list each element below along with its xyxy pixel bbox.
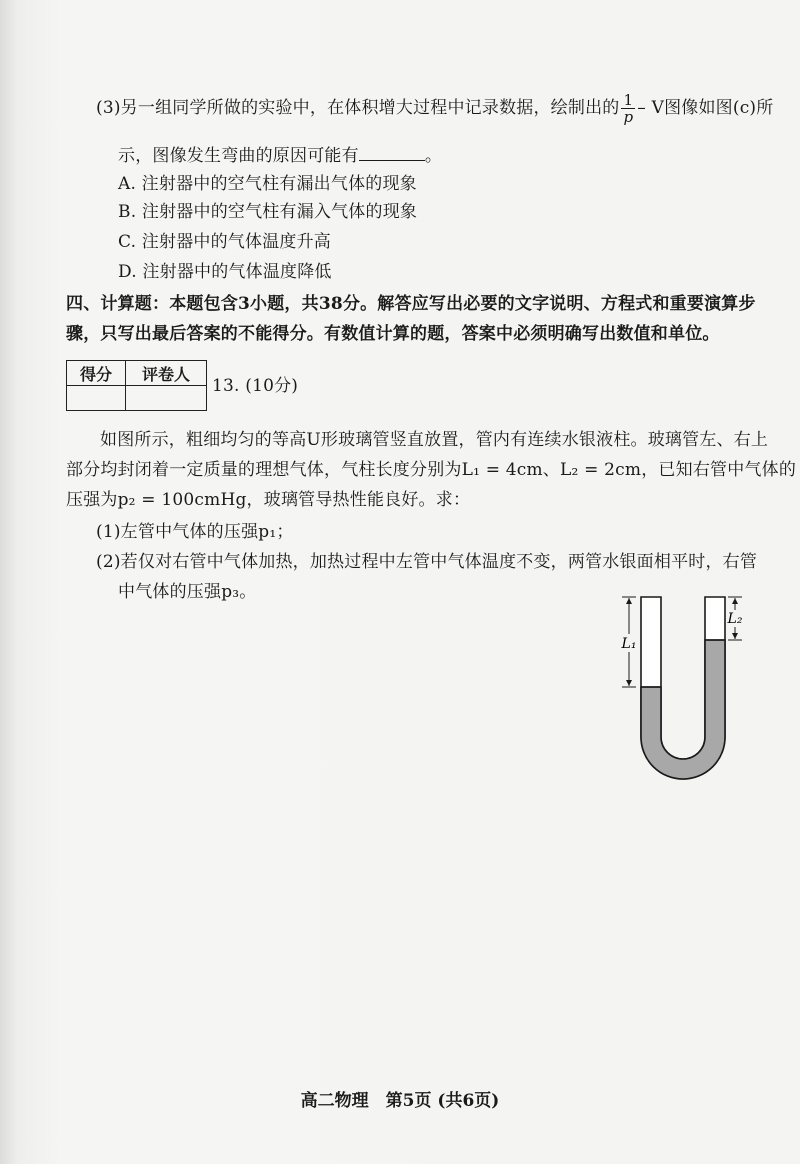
q12-part3-line2 <box>118 144 442 168</box>
q12-part3-text-b: – V图像如图(c)所 <box>637 98 774 118</box>
q13-para-line1: 如图所示，粗细均匀的等高U形玻璃管竖直放置，管内有连续水银液柱。玻璃管左、右上 <box>100 430 769 450</box>
q13-sub1: (1)左管中气体的压强p₁； <box>96 522 294 542</box>
q12-part3-text-c: 示，图像发生弯曲的原因可能有 <box>118 146 359 166</box>
l2-label: L₂ <box>727 611 743 627</box>
q13-para-line3: 压强为p₂ = 100cmHg，玻璃管导热性能良好。求： <box>66 490 471 510</box>
option-c: C. 注射器中的气体温度升高 <box>118 232 332 252</box>
score-header: 得分 <box>67 361 126 386</box>
option-a: A. 注射器中的空气柱有漏出气体的现象 <box>118 174 417 194</box>
section4-heading-line2: 骤，只写出最后答案的不能得分。有数值计算的题，答案中必须明确写出数值和单位。 <box>66 324 720 344</box>
q12-part3-text-d: 。 <box>424 146 443 166</box>
l1-label: L₁ <box>621 636 637 652</box>
score-table <box>66 360 207 411</box>
page-footer: 高二物理 第5页 (共6页) <box>300 1091 500 1111</box>
q13-sub2-line2: 中气体的压强p₃。 <box>118 582 257 602</box>
grader-cell[interactable] <box>126 386 207 411</box>
answer-blank[interactable] <box>359 146 425 161</box>
fraction-denominator: p <box>623 108 634 126</box>
u-tube-diagram <box>608 592 758 792</box>
grader-header: 评卷人 <box>126 361 207 386</box>
q13-para-line2: 部分均封闭着一定质量的理想气体，气柱长度分别为L₁ = 4cm、L₂ = 2cm，已知右管中气体的 <box>66 460 797 480</box>
option-d: D. 注射器中的气体温度降低 <box>118 262 332 282</box>
fraction-numerator: 1 <box>621 92 635 109</box>
q12-part3-text-a: (3)另一组同学所做的实验中，在体积增大过程中记录数据，绘制出的 <box>96 98 620 118</box>
score-cell[interactable] <box>67 386 126 411</box>
q13-number: 13. (10分) <box>212 376 299 396</box>
fraction-1-over-p <box>621 92 635 125</box>
q12-part3-line1 <box>96 92 773 125</box>
q13-sub2-line1: (2)若仅对右管中气体加热，加热过程中左管中气体温度不变，两管水银面相平时，右管 <box>96 552 758 572</box>
section4-heading-line1: 四、计算题：本题包含3小题，共38分。解答应写出必要的文字说明、方程式和重要演算步 <box>66 294 756 314</box>
option-b: B. 注射器中的空气柱有漏入气体的现象 <box>118 202 418 222</box>
